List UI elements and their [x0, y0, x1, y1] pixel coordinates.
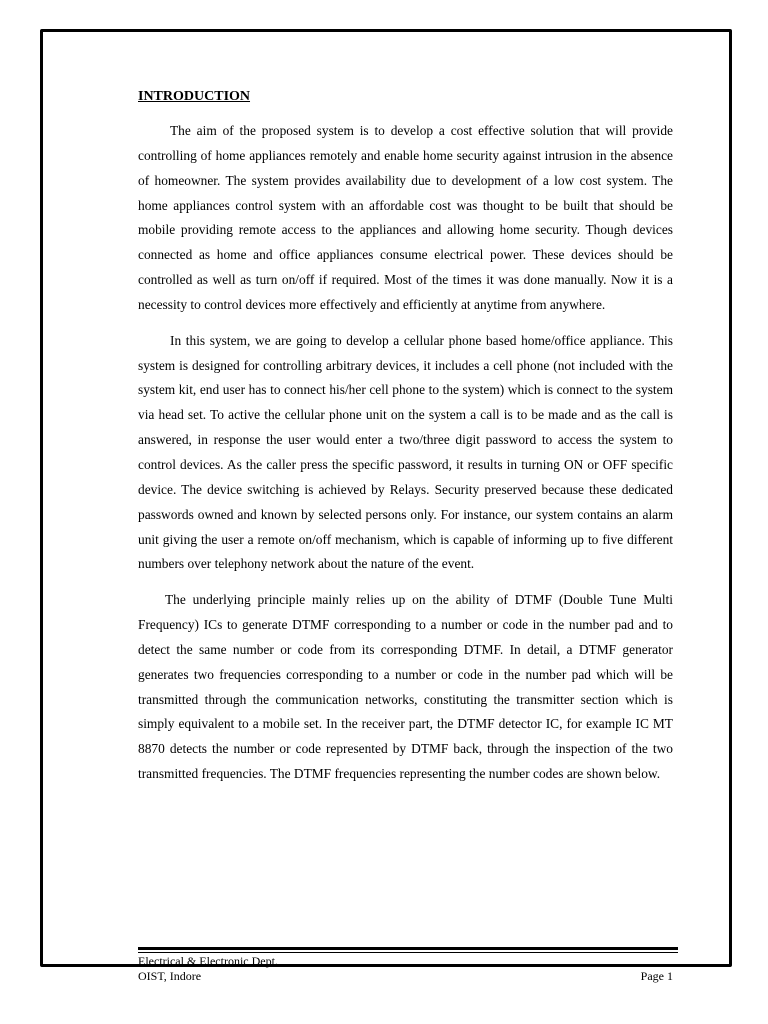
page-number: Page 1 [640, 969, 673, 983]
paragraph-3: The underlying principle mainly relies up on the ability of DTMF (Double Tune Multi Frequency) ICs to generate DTMF corresponding to a number or code in the number pad and to detect the same number or code from its corresponding DTMF. In detail, a DTMF generator generates two frequencies corresponding to a number or code in the number pad which will be transmitted through the communication networks, constituting the transmitter section which is simply equivalent to a mobile set. In the receiver part, the DTMF detector IC, for example IC MT 8870 detects the number or code represented by DTMF back, through the inspection of the two transmitted frequencies. The DTMF frequencies representing the number codes are shown below. [138, 592, 673, 782]
footer-rule [138, 947, 678, 953]
footer-left [138, 954, 278, 984]
footer-dept: Electrical & Electronic Dept. [138, 954, 278, 968]
paragraph-1: The aim of the proposed system is to develop a cost effective solution that will provide controlling of home appliances remotely and enable home security against intrusion in the absence of homeowner. The system provides availability due to development of a low cost system. The home appliances control system with an affordable cost was thought to be built that should be mobile providing remote access to the appliances and allowing home security. Though devices connected as home and office appliances consume electrical power. These devices should be controlled as well as turn on/off if required. Most of the times it was done manually. Now it is a necessity to control devices more effectively and efficiently at anytime from anywhere. [138, 123, 673, 312]
page-content [138, 88, 673, 798]
footer-institute: OIST, Indore [138, 969, 202, 983]
section-heading: INTRODUCTION [138, 89, 251, 104]
paragraph-2: In this system, we are going to develop a cellular phone based home/office appliance. This system is designed for controlling arbitrary devices, it includes a cell phone (not included with the system kit, end user has to connect his/her cell phone to the system) which is connect to the system via head set. To active the cellular phone unit on the system a call is to be made and as the call is answered, in response the user would enter a two/three digit password to access the system to control devices. As the caller press the specific password, it results in turning ON or OFF specific device. The device switching is achieved by Relays. Security preserved because these dedicated passwords owned and known by selected persons only. For instance, our system contains an alarm unit giving the user a remote on/off mechanism, which is capable of informing up to five different numbers over telephony network about the nature of the event. [138, 332, 673, 572]
